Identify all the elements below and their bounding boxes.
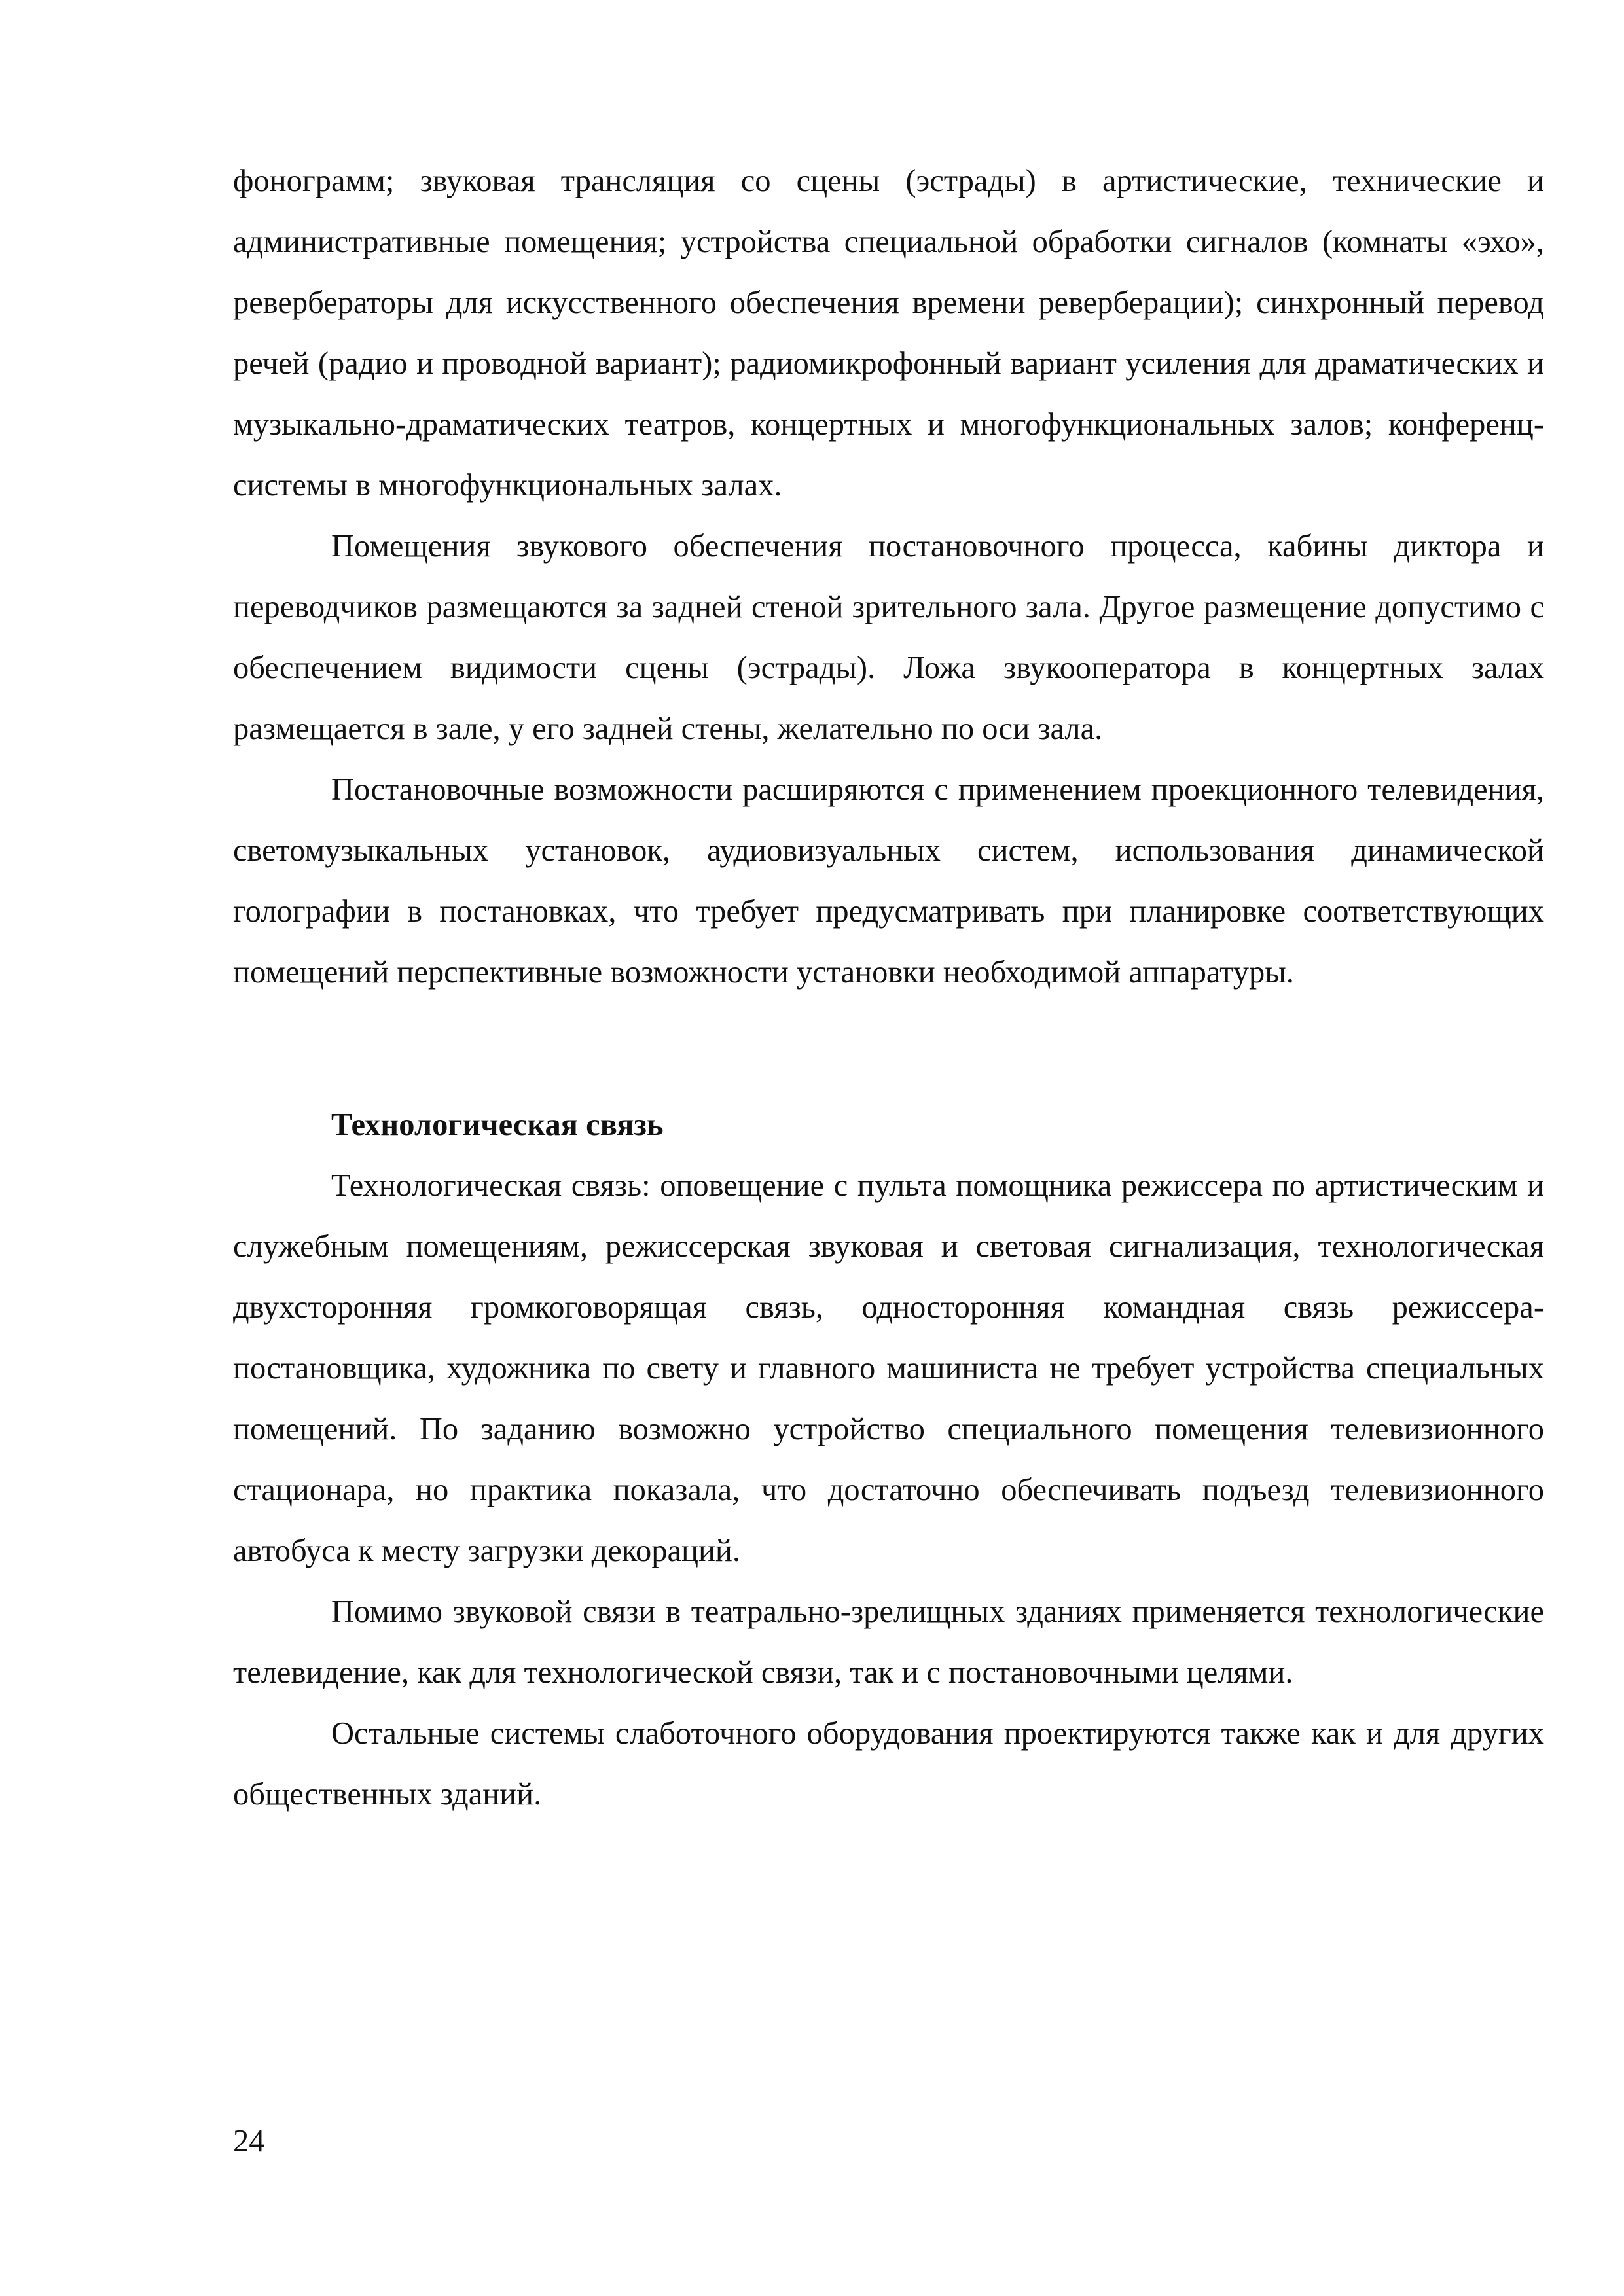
paragraph-sound-rooms: Помещения звукового обеспечения постановочного процесса, кабины диктора и переводчиков размещаются за задней стеной зрительного зала. Другое размещение допустимо с обеспечением видимости сцены (эстрады). Ложа звукооператора в концертных залах размещается в зале, у его задней стены, желательно по оси зала. (233, 529, 1544, 746)
section-heading: Технологическая связь (331, 1107, 664, 1142)
paragraph-tech-television: Помимо звуковой связи в театрально-зрелищных зданиях применяется технологические телевидение, как для технологической связи, так и с постановочными целями. (233, 1594, 1544, 1690)
page-number: 24 (233, 2124, 265, 2159)
paragraph-other-systems: Остальные системы слаботочного оборудования проектируются также как и для других общественных зданий. (233, 1716, 1544, 1812)
paragraph-tech-communication: Технологическая связь: оповещение с пульта помощника режиссера по артистическим и служебным помещениям, режиссерская звуковая и световая сигнализация, технологическая двухсторонняя громкоговорящая связь, односторонняя командная связь режиссера-постановщика, художника по свету и главного машиниста не требует устройства специальных помещений. По заданию возможно устройство специального помещения телевизионного стационара, но практика показала, что достаточно обеспечивать подъезд телевизионного автобуса к месту загрузки декораций. (233, 1168, 1544, 1568)
paragraph-continuation: фонограмм; звуковая трансляция со сцены (эстрады) в артистические, технические и административные помещения; устройства специальной обработки сигналов (комнаты «эхо», ревербераторы для искусственного обеспечения времени реверберации); синхронный перевод речей (радио и проводной вариант); радиомикрофонный вариант усиления для драматических и музыкально-драматических театров, концертных и многофункциональных залов; конференц-системы в многофункциональных залах. (233, 164, 1544, 503)
paragraph-production-capabilities: Постановочные возможности расширяются с применением проекционного телевидения, светомузыкальных установок, аудиовизуальных систем, использования динамической голографии в постановках, что требует предусматривать при планировке соответствующих помещений перспективные возможности установки необходимой аппаратуры. (233, 772, 1544, 990)
document-page (233, 151, 1544, 1825)
